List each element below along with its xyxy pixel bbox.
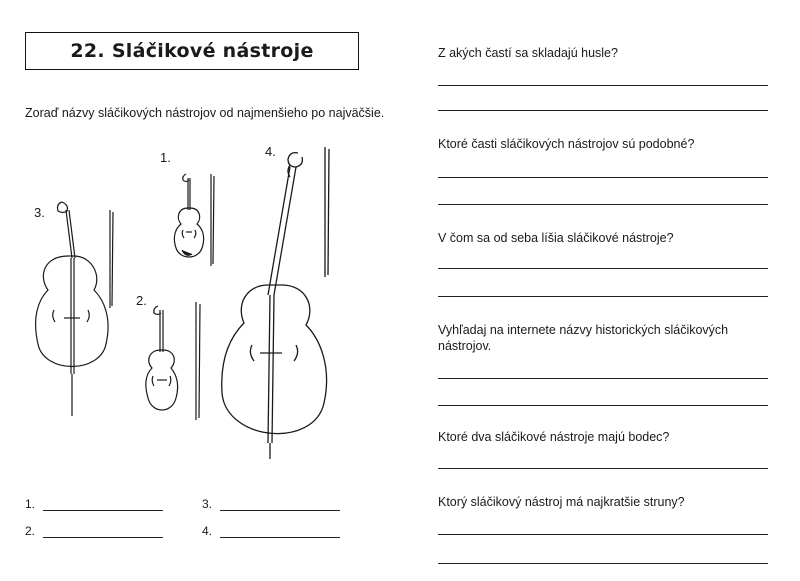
answer-label-1: 1. (25, 497, 36, 511)
write-line[interactable] (438, 85, 768, 86)
answer-line-3[interactable] (220, 509, 340, 511)
answer-label-4: 4. (202, 524, 213, 538)
instrument-label-1: 1. (160, 150, 171, 165)
write-line[interactable] (438, 405, 768, 406)
answer-line-4[interactable] (220, 536, 340, 538)
question-4: Vyhľadaj na internete názvy historických sláčikových nástrojov. (438, 323, 729, 353)
bow-icon (110, 210, 113, 308)
page-title: 22. Sláčikové nástroje (70, 40, 314, 62)
double-bass-icon (210, 145, 350, 463)
write-line[interactable] (438, 268, 768, 269)
question-2: Ktoré časti sláčikových nástrojov sú podobné? (438, 137, 695, 151)
answer-row-1 (25, 497, 163, 511)
instrument-label-4: 4. (265, 144, 276, 159)
write-line[interactable] (438, 563, 768, 564)
answer-label-2: 2. (25, 524, 36, 538)
bow-icon (196, 302, 200, 420)
answer-line-2[interactable] (43, 536, 163, 538)
answer-row-4 (202, 524, 340, 538)
write-line[interactable] (438, 378, 768, 379)
write-line[interactable] (438, 296, 768, 297)
question-6: Ktorý sláčikový nástroj má najkratšie struny? (438, 495, 685, 509)
question-5: Ktoré dva sláčikové nástroje majú bodec? (438, 430, 670, 444)
viola-icon (142, 300, 207, 425)
write-line[interactable] (438, 110, 768, 111)
write-line[interactable] (438, 534, 768, 535)
instrument-label-2: 2. (136, 293, 147, 308)
title-box (25, 32, 359, 70)
answer-line-1[interactable] (43, 509, 163, 511)
bow-icon (325, 147, 329, 277)
write-line[interactable] (438, 468, 768, 469)
question-1: Z akých častí sa skladajú husle? (438, 46, 618, 60)
write-line[interactable] (438, 204, 768, 205)
answer-label-3: 3. (202, 497, 213, 511)
question-3: V čom sa od seba líšia sláčikové nástroje? (438, 231, 674, 245)
instruction-text: Zoraď názvy sláčikových nástrojov od najmenšieho po najväčšie. (25, 106, 385, 120)
answer-row-2 (25, 524, 163, 538)
answer-row-3 (202, 497, 340, 511)
instrument-label-3: 3. (34, 205, 45, 220)
write-line[interactable] (438, 177, 768, 178)
cello-icon (30, 198, 125, 420)
